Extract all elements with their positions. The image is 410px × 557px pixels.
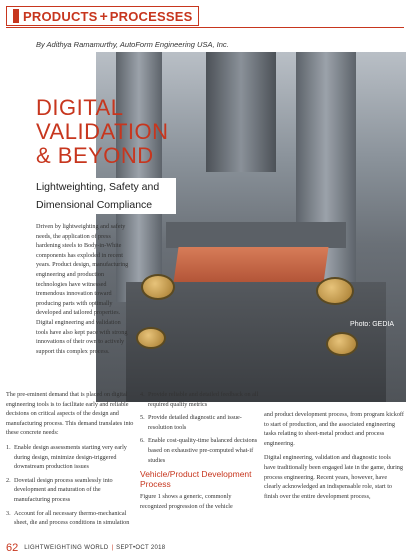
paragraph: Digital engineering, validation and diagnostic tools have traditionally been engaged late in the game, during process engineering. Recent years, however, have clearly acknowledged an indispensable role, start to finish over the entire development process,: [264, 454, 403, 500]
section-heading: Vehicle/Product Development Process: [140, 469, 252, 490]
section-right-label: PROCESSES: [109, 8, 193, 24]
text-column-2: [140, 390, 260, 516]
needs-list: [6, 443, 134, 528]
plus-icon: +: [99, 8, 108, 24]
list-item: 1. Enable design assessments starting very early during design, minimize design-triggered downstream production issues: [6, 443, 127, 471]
header-divider: [6, 27, 404, 28]
text-column-1: [6, 390, 134, 532]
paragraph: and product development process, from program kickoff to start of production, and the associated engineering tasks relating to sheet-metal product and process engineering.: [264, 411, 404, 447]
section-marker-icon: [13, 9, 19, 23]
list-item: 2. Dovetail design process seamlessly into development and maturation of the manufacturing process: [6, 476, 113, 503]
paragraph: The pre-eminent demand that is placed on digital engineering tools is to facilitate early and reliable decisions on critical aspects of the design and manufacturing process. This demand translates into these concrete needs:: [6, 391, 134, 437]
headline-line-1: DIGITAL: [36, 95, 124, 120]
intro-column: [36, 222, 132, 362]
headline: [36, 96, 169, 168]
photo-credit: Photo: GEDIA: [350, 321, 394, 328]
footer-separator: |: [111, 545, 114, 551]
paragraph: Figure 1 shows a generic, commonly recognized progression of the vehicle: [140, 493, 233, 510]
headline-line-2: VALIDATION: [36, 119, 169, 144]
list-item: 6. Enable cost-quality-time balanced decisions based on exhaustive pre-computed what-if studies: [140, 437, 258, 464]
section-left-label: PRODUCTS: [23, 8, 98, 24]
headline-line-3: & BEYOND: [36, 143, 154, 168]
publication-name: LIGHTWEIGHTING WORLD: [24, 545, 109, 551]
page-number: 62: [6, 542, 19, 554]
list-item: 4. Provide reliable and detailed feedback on all required quality metrics: [140, 391, 259, 408]
list-item: 3. Account for all necessary thermo-mechanical sheet, die and process conditions in simulation: [6, 509, 130, 527]
list-item: 5. Provide detailed diagnostic and issue-resolution tools: [140, 414, 242, 431]
byline: By Adithya Ramamurthy, AutoForm Engineering USA, Inc.: [36, 40, 229, 49]
intro-paragraph: Driven by lightweighting and safety needs, the application of press hardening steels to Body-in-White components has exploded in recent years. Product design, manufacturing engineering and production technologies have witnessed tremendous innovation toward producing parts with optimally developed and tailored properties. Digital engineering and validation tools have also kept pace with strong innovations of their own to actively support this complex process.: [36, 223, 129, 355]
page-footer: [0, 539, 410, 557]
issue-date: SEPT•OCT 2018: [116, 545, 166, 551]
needs-list-continued: [140, 390, 260, 465]
text-column-3: [264, 410, 404, 506]
section-header: [6, 6, 199, 26]
subheadline: Lightweighting, Safety and Dimensional Compliance: [36, 178, 176, 214]
